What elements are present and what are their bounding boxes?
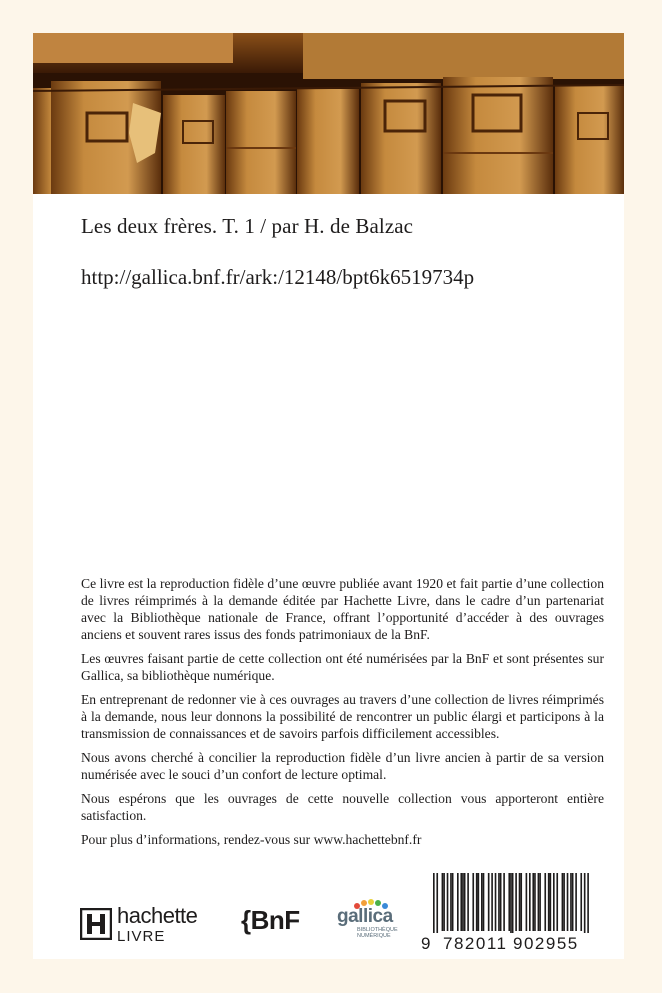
- isbn-group-1: 782011: [443, 934, 508, 953]
- barcode-bar: [519, 873, 521, 931]
- barcode-bar: [460, 873, 462, 931]
- barcode-bar: [450, 873, 452, 931]
- barcode-bar: [447, 873, 449, 931]
- isbn-first-digit: 9: [421, 934, 431, 953]
- book-spines-image: [33, 33, 624, 194]
- collection-description: [81, 575, 604, 855]
- barcode-bar: [491, 873, 493, 931]
- barcode-bar: [495, 873, 497, 931]
- barcode-bar: [526, 873, 528, 931]
- book-spines-banner: [33, 33, 624, 194]
- barcode-bar: [580, 873, 582, 931]
- barcode-bar: [464, 873, 466, 931]
- barcode-bar: [498, 873, 500, 931]
- barcode-bar: [481, 873, 483, 931]
- barcode-bar: [436, 873, 438, 933]
- barcode-bar: [483, 873, 485, 931]
- book-title: Les deux frères. T. 1 / par H. de Balzac: [81, 214, 414, 238]
- paragraph-reproduction: Ce livre est la reproduction fidèle d’une œuvre publiée avant 1920 et fait partie d’une collection de livres réimprimés à la demande éditée par Hachette Livre, dans le cadre d’un partenariat avec la Bibliothèque nationale de France, offrant l’opportunité d’accéder à des ouvrages anciens et souvent rares issus des fonds patrimoniaux de la BnF.: [81, 576, 604, 642]
- barcode-bar: [548, 873, 550, 931]
- barcode-bar: [562, 873, 564, 931]
- barcode-bar: [462, 873, 464, 931]
- barcode-bar: [587, 873, 589, 933]
- barcode-bar: [467, 873, 469, 931]
- barcode-bar: [567, 873, 569, 931]
- hachette-h-icon: [80, 908, 112, 940]
- paragraph-more-info: Pour plus d’informations, rendez-vous sur www.hachettebnf.fr: [81, 832, 422, 847]
- barcode-bar: [575, 873, 577, 931]
- barcode-bars: [433, 873, 589, 933]
- barcode-bar: [544, 873, 546, 931]
- barcode-bar: [520, 873, 522, 931]
- isbn-barcode: [421, 871, 601, 955]
- paragraph-mission: En entreprenant de redonner vie à ces ouvrages au travers d’une collection de livres réimprimés à la demande, nous leur donnons la possibilité de rencontrer un public élargi et participons à la transmission de connaissances et de savoirs parfois difficilement accessibles.: [81, 692, 604, 741]
- bnf-logo: {BnF: [241, 905, 300, 935]
- barcode-bar: [508, 873, 510, 931]
- barcode-bar: [553, 873, 555, 931]
- barcode-bar: [539, 873, 541, 931]
- barcode-bar: [442, 873, 444, 931]
- barcode-bar: [433, 873, 435, 933]
- barcode-bar: [584, 873, 586, 933]
- barcode-bar: [500, 873, 502, 931]
- gallica-subtitle: BIBLIOTHÈQUE NUMÉRIQUE: [357, 927, 398, 939]
- paragraph-comfort: Nous avons cherché à concilier la reproduction fidèle d’un livre ancien à partir de sa version numérisée avec le souci d’un confort de lecture optimal.: [81, 750, 604, 782]
- hachette-wordmark: hachette: [117, 902, 198, 928]
- barcode-bar: [510, 873, 512, 933]
- gallica-url: http://gallica.bnf.fr/ark:/12148/bpt6k6519734p: [81, 265, 475, 289]
- barcode-bar: [478, 873, 480, 931]
- barcode-bar: [563, 873, 565, 931]
- barcode-bar: [476, 873, 478, 931]
- paragraph-digitized: Les œuvres faisant partie de cette collection ont été numérisées par la BnF et sont présentes sur Gallica, sa bibliothèque numérique.: [81, 651, 604, 683]
- barcode-bar: [512, 873, 514, 933]
- gallica-wordmark: gallica: [337, 906, 393, 927]
- barcode-bar: [515, 873, 517, 931]
- barcode-bar: [443, 873, 445, 931]
- barcode-bar: [529, 873, 531, 931]
- barcode-bar: [538, 873, 540, 931]
- barcode-bar: [534, 873, 536, 931]
- barcode-bar: [488, 873, 490, 931]
- barcode-bar: [452, 873, 454, 931]
- back-cover: [33, 33, 624, 959]
- isbn-group-2: 902955: [513, 934, 579, 953]
- barcode-bar: [570, 873, 572, 931]
- barcode-bar: [556, 873, 558, 931]
- publisher-footer: [33, 863, 624, 959]
- barcode-bar: [550, 873, 552, 931]
- paragraph-satisfaction: Nous espérons que les ouvrages de cette nouvelle collection vous apporteront entière satisfaction.: [81, 791, 604, 823]
- barcode-bar: [532, 873, 534, 931]
- hachette-livre-logo: [80, 903, 197, 945]
- gallica-logo: [333, 898, 407, 946]
- barcode-bar: [472, 873, 474, 931]
- barcode-bar: [503, 873, 505, 931]
- livre-wordmark: LIVRE: [117, 927, 166, 945]
- barcode-bar: [457, 873, 459, 931]
- barcode-bar: [572, 873, 574, 931]
